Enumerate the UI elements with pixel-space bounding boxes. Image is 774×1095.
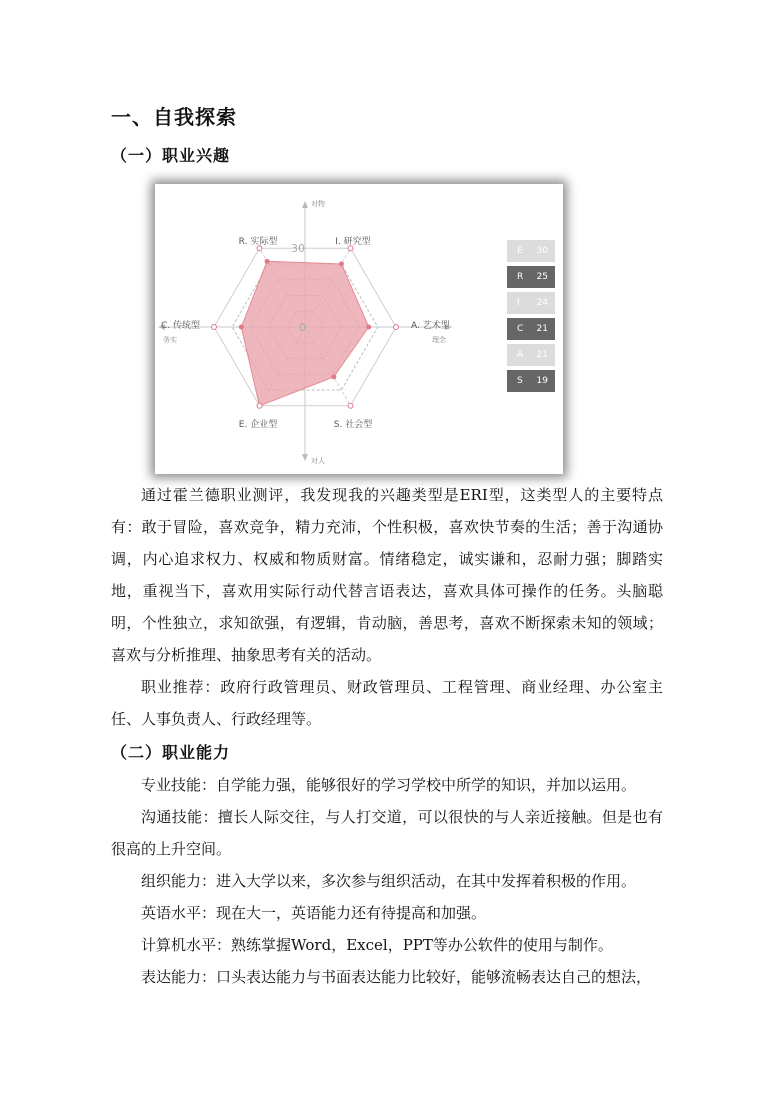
direction-label-right: 理念: [432, 336, 446, 344]
legend-value: 21: [536, 350, 548, 360]
radar-axis-label: C. 传统型: [161, 321, 201, 331]
radar-data-point: [265, 259, 270, 264]
direction-label-top: 对物: [311, 200, 325, 208]
legend-value: 25: [536, 272, 548, 282]
subsection-title-ability: （二）职业能力: [111, 743, 231, 762]
radar-axis-label: E. 企业型: [238, 420, 278, 430]
arrow-up-icon: [302, 201, 308, 208]
radar-vertex-marker: [212, 325, 217, 330]
legend-code: R: [517, 272, 524, 282]
legend-value: 21: [536, 324, 548, 334]
legend-value: 24: [536, 298, 548, 308]
radar-svg: [155, 184, 495, 474]
legend-code: A: [517, 350, 524, 360]
legend-item: [507, 318, 555, 340]
radar-vertex-marker: [257, 403, 262, 408]
legend-item: [507, 292, 555, 314]
radar-data-point: [239, 325, 244, 330]
subsection-title-interest: （一）职业兴趣: [111, 146, 231, 165]
paragraph-professional-skills: 专业技能：自学能力强，能够很好的学习学校中所学的知识，并加以运用。: [141, 776, 637, 794]
legend-item: [507, 240, 555, 262]
paragraph-expression-ability: 表达能力：口头表达能力与书面表达能力比较好，能够流畅表达自己的想法，: [141, 968, 652, 986]
legend-item: [507, 266, 555, 288]
direction-label-bottom: 对人: [311, 457, 325, 465]
legend-item: [507, 344, 555, 366]
legend-item: [507, 370, 555, 392]
radar-axis-label: R. 实际型: [238, 237, 278, 247]
legend-value: 19: [536, 376, 548, 386]
arrow-down-icon: [302, 454, 308, 461]
radar-data-point: [331, 374, 336, 379]
paragraph-communication-skills: 沟通技能：擅长人际交往，与人打交道，可以很快的与人亲近接触。但是也有很高的上升空间。: [111, 808, 663, 858]
section-title: 一、自我探索: [111, 105, 237, 129]
legend-code: C: [517, 324, 524, 334]
radar-vertex-marker: [394, 325, 399, 330]
radar-axis-label: I. 研究型: [335, 237, 371, 247]
radar-axis-label: S. 社会型: [333, 420, 373, 430]
radar-data-point: [339, 261, 344, 266]
paragraph-english-level: 英语水平：现在大一，英语能力还有待提高和加强。: [141, 904, 487, 922]
paragraph-computer-level: 计算机水平：熟练掌握Word，Excel，PPT等办公软件的使用与制作。: [141, 936, 613, 954]
scale-max-label: 30: [291, 242, 305, 255]
legend-code: S: [517, 376, 523, 386]
holland-radar-chart: [155, 184, 563, 474]
radar-axis-label: A. 艺术型: [411, 321, 450, 331]
score-legend: [507, 240, 555, 396]
direction-label-left: 务实: [163, 336, 177, 344]
legend-code: I: [517, 298, 520, 308]
paragraph-career-recommendation: 职业推荐：政府行政管理员、财政管理员、工程管理、商业经理、办公室主任、人事负责人、行政经理等。: [111, 678, 663, 728]
paragraph-interest-description: 通过霍兰德职业测评，我发现我的兴趣类型是ERI型，这类型人的主要特点有：敢于冒险，喜欢竞争，精力充沛，个性积极，喜欢快节奏的生活；善于沟通协调，内心追求权力、权威和物质财富。情绪稳定，诚实谦和，忍耐力强；脚踏实地，重视当下，喜欢用实际行动代替言语表达，喜欢具体可操作的任务。头脑聪明，个性独立，求知欲强，有逻辑，肯动脑，善思考，喜欢不断探索未知的领域；喜欢与分析推理、抽象思考有关的活动。: [111, 486, 663, 664]
radar-vertex-marker: [348, 403, 353, 408]
paragraph-organization-ability: 组织能力：进入大学以来，多次参与组织活动，在其中发挥着积极的作用。: [141, 872, 637, 890]
legend-value: 30: [536, 246, 548, 256]
scale-min-label: 0: [299, 321, 306, 334]
legend-code: E: [517, 246, 523, 256]
radar-data-point: [366, 325, 371, 330]
